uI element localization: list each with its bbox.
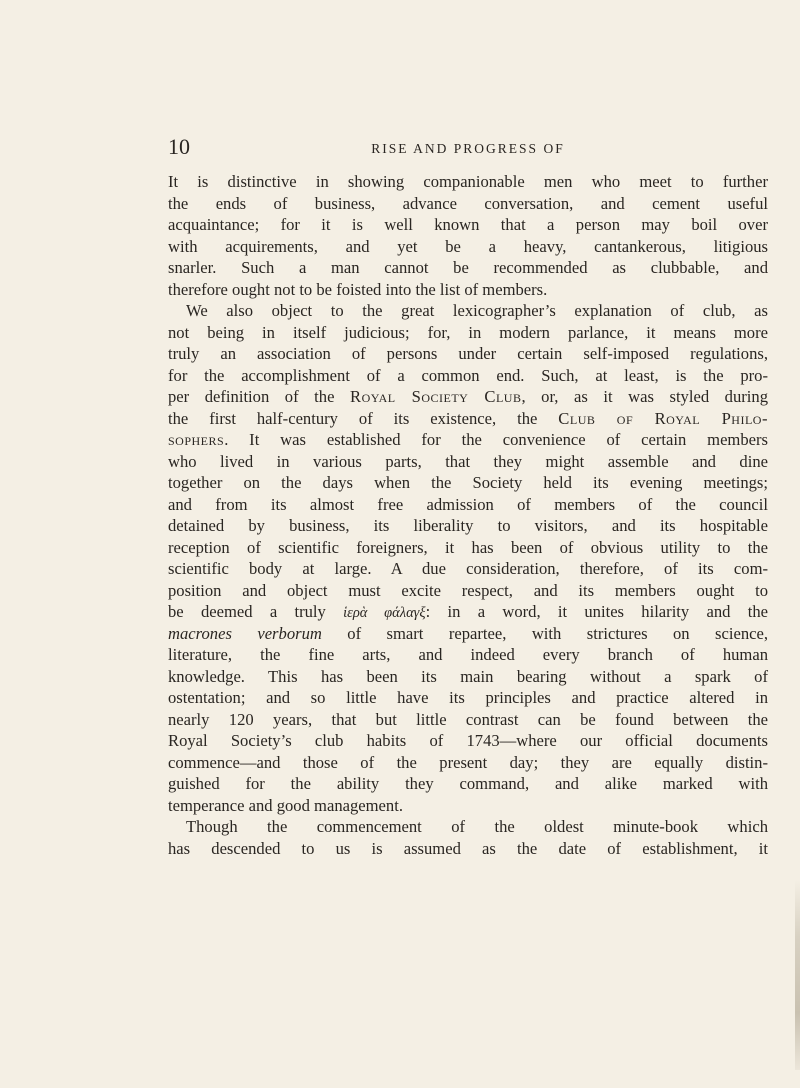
text-span: per definition of the [168, 387, 350, 407]
text-line [168, 816, 768, 838]
text-span: reception of scientific foreigners, it has been of obvious utility to the [168, 537, 768, 557]
text-line [168, 752, 768, 774]
text-line [168, 644, 768, 666]
text-line [168, 236, 768, 258]
text-span-sc: Club of Royal Philo- [558, 408, 768, 428]
text-line [168, 730, 768, 752]
text-line [168, 773, 768, 795]
text-line [168, 214, 768, 236]
text-span: not being in itself judicious; for, in modern parlance, it means more [168, 322, 768, 342]
text-line [168, 537, 768, 559]
text-line [168, 257, 768, 279]
text-span: truly an association of persons under certain self-imposed regulations, [168, 344, 768, 364]
text-span-sc: sophers [168, 430, 225, 450]
text-span: commence—and those of the present day; they are equally distin- [168, 752, 768, 772]
text-span: : in a word, it unites hilarity and the [425, 602, 769, 622]
text-line [168, 558, 768, 580]
text-line [168, 429, 768, 451]
text-span: position and object must excite respect, and its members ought to [168, 580, 768, 600]
text-line [168, 365, 768, 387]
page-edge-shadow [795, 880, 800, 1070]
text-span-sc: Royal Society Club [350, 387, 522, 407]
text-line [168, 408, 768, 430]
text-line [168, 709, 768, 731]
text-line [168, 300, 768, 322]
text-span: nearly 120 years, that but little contrast can be found between the [168, 709, 768, 729]
text-span: We also object to the great lexicographer’s explanation of club, as [186, 301, 768, 321]
text-span: Though the commencement of the oldest minute-book which [186, 817, 768, 837]
text-span: the ends of business, advance conversation, and cement useful [168, 193, 768, 213]
text-span: It is distinctive in showing companionable men who meet to further [168, 172, 768, 191]
text-span: who lived in various parts, that they might assemble and dine [168, 451, 768, 471]
text-span: of smart repartee, with strictures on science, [321, 623, 768, 643]
text-span: be deemed a truly [168, 602, 344, 622]
text-span: together on the days when the Society held its evening meetings; [168, 473, 768, 493]
text-line [168, 322, 768, 344]
text-line [168, 515, 768, 537]
text-span: ostentation; and so little have its principles and practice altered in [168, 688, 768, 708]
text-span: literature, the fine arts, and indeed every branch of human [168, 645, 768, 665]
text-span: for the accomplishment of a common end. Such, at least, is the pro- [168, 365, 768, 385]
text-line [168, 343, 768, 365]
text-line [168, 601, 768, 623]
text-span: with acquirements, and yet be a heavy, cantankerous, litigious [168, 236, 768, 256]
text-span: , or, as it was styled during [521, 387, 768, 407]
text-line [168, 623, 768, 645]
text-span: . It was established for the convenience of certain members [224, 430, 768, 450]
text-span-it: macrones verborum [168, 623, 322, 643]
text-span: detained by business, its liberality to visitors, and its hospitable [168, 516, 768, 536]
text-line [168, 386, 768, 408]
page-number: 10 [168, 134, 190, 159]
text-span: and from its almost free admission of members of the council [168, 494, 768, 514]
text-line [168, 193, 768, 215]
text-span: guished for the ability they command, and alike marked with [168, 774, 768, 794]
text-line [168, 666, 768, 688]
text-line [168, 580, 768, 602]
text-line [168, 838, 768, 860]
text-line [168, 171, 768, 193]
text-line [168, 687, 768, 709]
body-text [168, 171, 768, 860]
running-title: RISE AND PROGRESS OF [371, 141, 565, 156]
running-head [168, 134, 768, 164]
text-line [168, 472, 768, 494]
text-span: has descended to us is assumed as the date of establishment, it [168, 838, 768, 858]
text-span: snarler. Such a man cannot be recommended as clubbable, and [168, 258, 768, 278]
text-line [168, 451, 768, 473]
text-line [168, 494, 768, 516]
text-line [168, 279, 768, 301]
text-span: acquaintance; for it is well known that a person may boil over [168, 215, 768, 235]
text-span: Royal Society’s club habits of 1743—where our official documents [168, 731, 768, 751]
text-span: knowledge. This has been its main bearing without a spark of [168, 666, 768, 686]
text-span: scientific body at large. A due consideration, therefore, of its com- [168, 559, 768, 579]
text-span: the first half-century of its existence, the [168, 408, 559, 428]
text-span-greek: ἱερὰ φάλαγξ [343, 605, 426, 622]
text-span: temperance and good management. [168, 795, 403, 815]
text-span: therefore ought not to be foisted into the list of members. [168, 279, 548, 299]
text-line [168, 795, 768, 817]
